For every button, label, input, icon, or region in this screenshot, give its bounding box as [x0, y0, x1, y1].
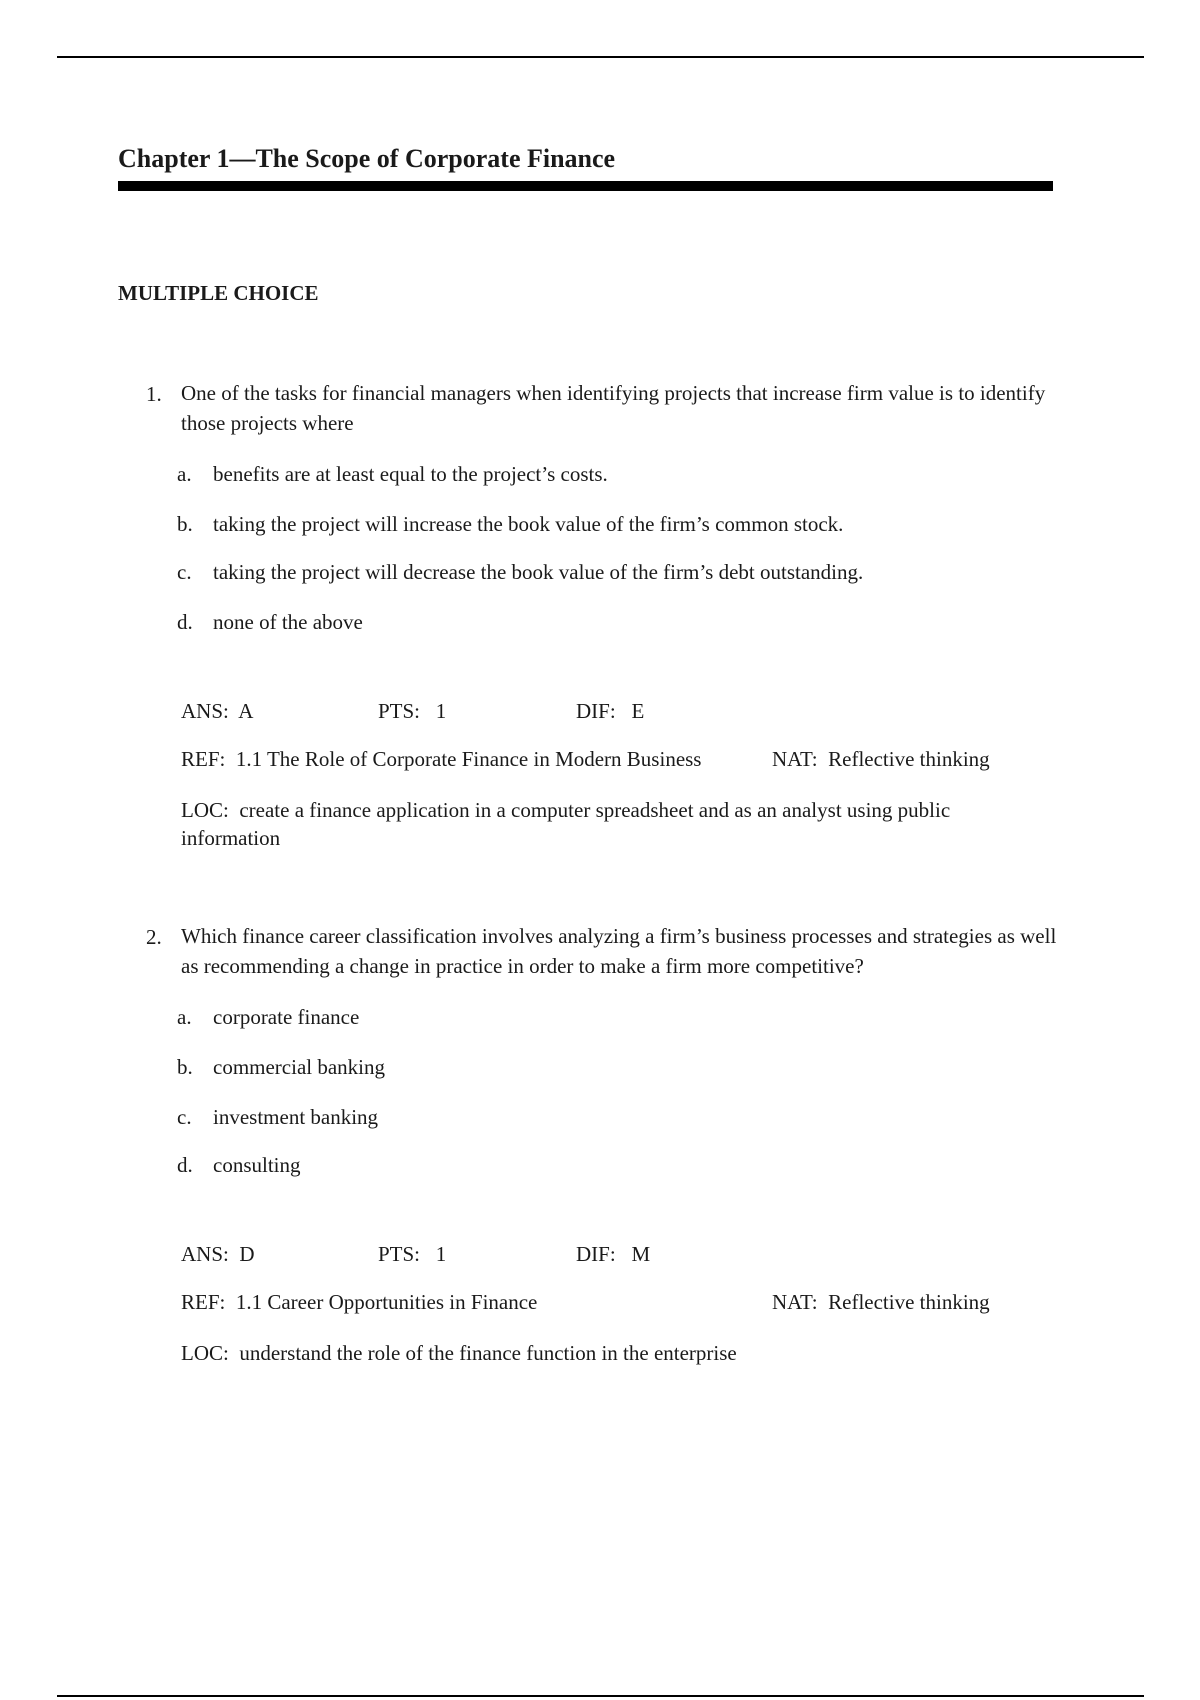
option-letter: b.: [177, 512, 193, 536]
loc-value: create a finance application in a computer spreadsheet and as an analyst using public information: [181, 798, 951, 850]
option-text: taking the project will decrease the book value of the firm’s debt outstanding.: [213, 560, 864, 584]
loc-value: understand the role of the finance function in the enterprise: [239, 1341, 737, 1365]
option-text: corporate finance: [213, 1005, 360, 1029]
ans-value: A: [238, 699, 254, 723]
question-text: Which finance career classification involves analyzing a firm’s business processes and strategies as well as recommending a change in practice in order to make a firm more competitive?: [181, 924, 1057, 978]
question-number: 1.: [146, 382, 162, 406]
dif-label: DIF:: [576, 1242, 616, 1266]
question-number: 2.: [146, 925, 162, 949]
answer-field: [181, 1242, 255, 1267]
ans-label: ANS:: [181, 1242, 229, 1266]
ref-label: REF:: [181, 1290, 226, 1314]
pts-value: 1: [435, 699, 447, 723]
ref-value: 1.1 The Role of Corporate Finance in Modern Business: [235, 747, 702, 771]
question-text: One of the tasks for financial managers when identifying projects that increase firm value is to identify those projects where: [181, 381, 1046, 435]
top-rule: [57, 56, 1144, 58]
nat-field: [772, 1290, 990, 1315]
chapter-title: Chapter 1—The Scope of Corporate Finance: [118, 144, 616, 173]
dif-value: M: [631, 1242, 651, 1266]
loc-field: [181, 796, 1041, 852]
option-text: benefits are at least equal to the project’s costs.: [213, 462, 608, 486]
chapter-title-bar: [118, 181, 1053, 191]
difficulty-field: [576, 699, 644, 724]
option-text: investment banking: [213, 1105, 379, 1129]
option-letter: d.: [177, 610, 193, 634]
section-title: MULTIPLE CHOICE: [118, 281, 319, 305]
dif-label: DIF:: [576, 699, 616, 723]
difficulty-field: [576, 1242, 650, 1267]
reference-field: [181, 747, 701, 772]
nat-label: NAT:: [772, 747, 818, 771]
option-letter: b.: [177, 1055, 193, 1079]
loc-label: LOC:: [181, 1341, 229, 1365]
points-field: [378, 699, 446, 724]
ans-value: D: [239, 1242, 255, 1266]
nat-value: Reflective thinking: [828, 1290, 990, 1314]
loc-label: LOC:: [181, 798, 229, 822]
loc-field: [181, 1339, 1041, 1367]
ans-label: ANS:: [181, 699, 229, 723]
option-letter: a.: [177, 1005, 192, 1029]
option-letter: c.: [177, 560, 192, 584]
option-text: taking the project will increase the book value of the firm’s common stock.: [213, 512, 844, 536]
option-text: none of the above: [213, 610, 363, 634]
ref-label: REF:: [181, 747, 226, 771]
pts-value: 1: [435, 1242, 447, 1266]
ref-value: 1.1 Career Opportunities in Finance: [235, 1290, 538, 1314]
nat-value: Reflective thinking: [828, 747, 990, 771]
pts-label: PTS:: [378, 699, 421, 723]
pts-label: PTS:: [378, 1242, 421, 1266]
option-letter: c.: [177, 1105, 192, 1129]
option-letter: d.: [177, 1153, 193, 1177]
nat-field: [772, 747, 990, 772]
bottom-rule: [57, 1695, 1144, 1697]
reference-field: [181, 1290, 537, 1315]
points-field: [378, 1242, 446, 1267]
option-text: consulting: [213, 1153, 301, 1177]
nat-label: NAT:: [772, 1290, 818, 1314]
option-letter: a.: [177, 462, 192, 486]
dif-value: E: [631, 699, 645, 723]
answer-field: [181, 699, 253, 724]
option-text: commercial banking: [213, 1055, 386, 1079]
